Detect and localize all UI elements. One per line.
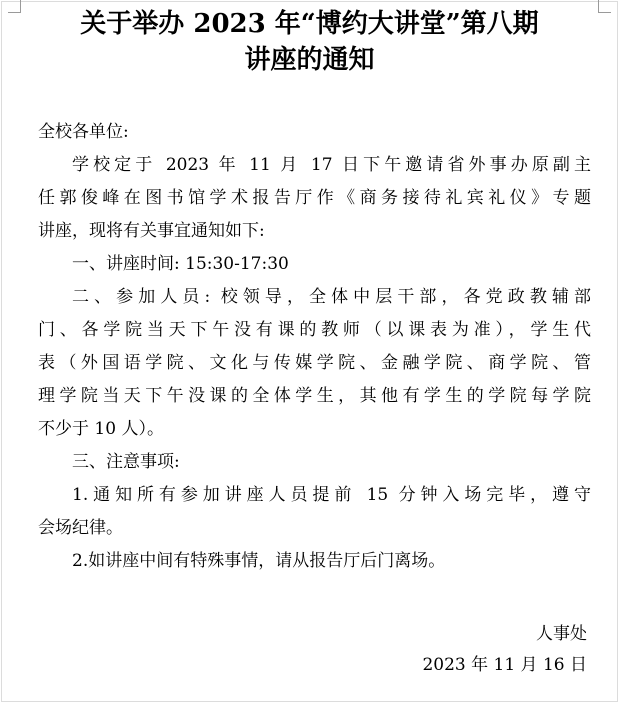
note-2: 2.如讲座中间有特殊事情，请从报告厅后门离场。 — [72, 551, 446, 571]
intro-line-1: 学校定于 2023 年 11 月 17 日下午邀请省外事办原副主 — [72, 155, 591, 175]
participants-line-1: 二、参加人员: 校领导，全体中层干部，各党政教辅部 — [72, 287, 591, 307]
participants-line-3: 表（外国语学院、文化与传媒学院、金融学院、商学院、管 — [38, 353, 591, 373]
document-title-line-2: 讲座的通知 — [244, 45, 375, 75]
intro-line-2: 任郭俊峰在图书馆学术报告厅作《商务接待礼宾礼仪》专题 — [38, 188, 591, 208]
document-title-line-1: 关于举办 2023 年“博约大讲堂”第八期 — [80, 9, 539, 39]
notes-heading: 三、注意事项: — [72, 452, 180, 472]
note-1-line-1: 1.通知所有参加讲座人员提前 15 分钟入场完毕，遵守 — [72, 485, 591, 505]
salutation: 全校各单位: — [38, 122, 129, 142]
participants-line-2: 门、各学院当天下午没有课的教师（以课表为准），学生代 — [38, 320, 591, 340]
signature-date: 2023 年 11 月 16 日 — [422, 655, 587, 675]
participants-line-4: 理学院当天下午没课的全体学生，其他有学生的学院每学院 — [38, 386, 591, 406]
participants-line-5: 不少于 10 人）。 — [38, 419, 164, 439]
intro-line-3: 讲座，现将有关事宜通知如下: — [38, 221, 265, 241]
section-time: 一、讲座时间: 15:30-17:30 — [72, 254, 289, 274]
note-1-line-2: 会场纪律。 — [38, 518, 123, 538]
signature-department: 人事处 — [536, 624, 587, 644]
